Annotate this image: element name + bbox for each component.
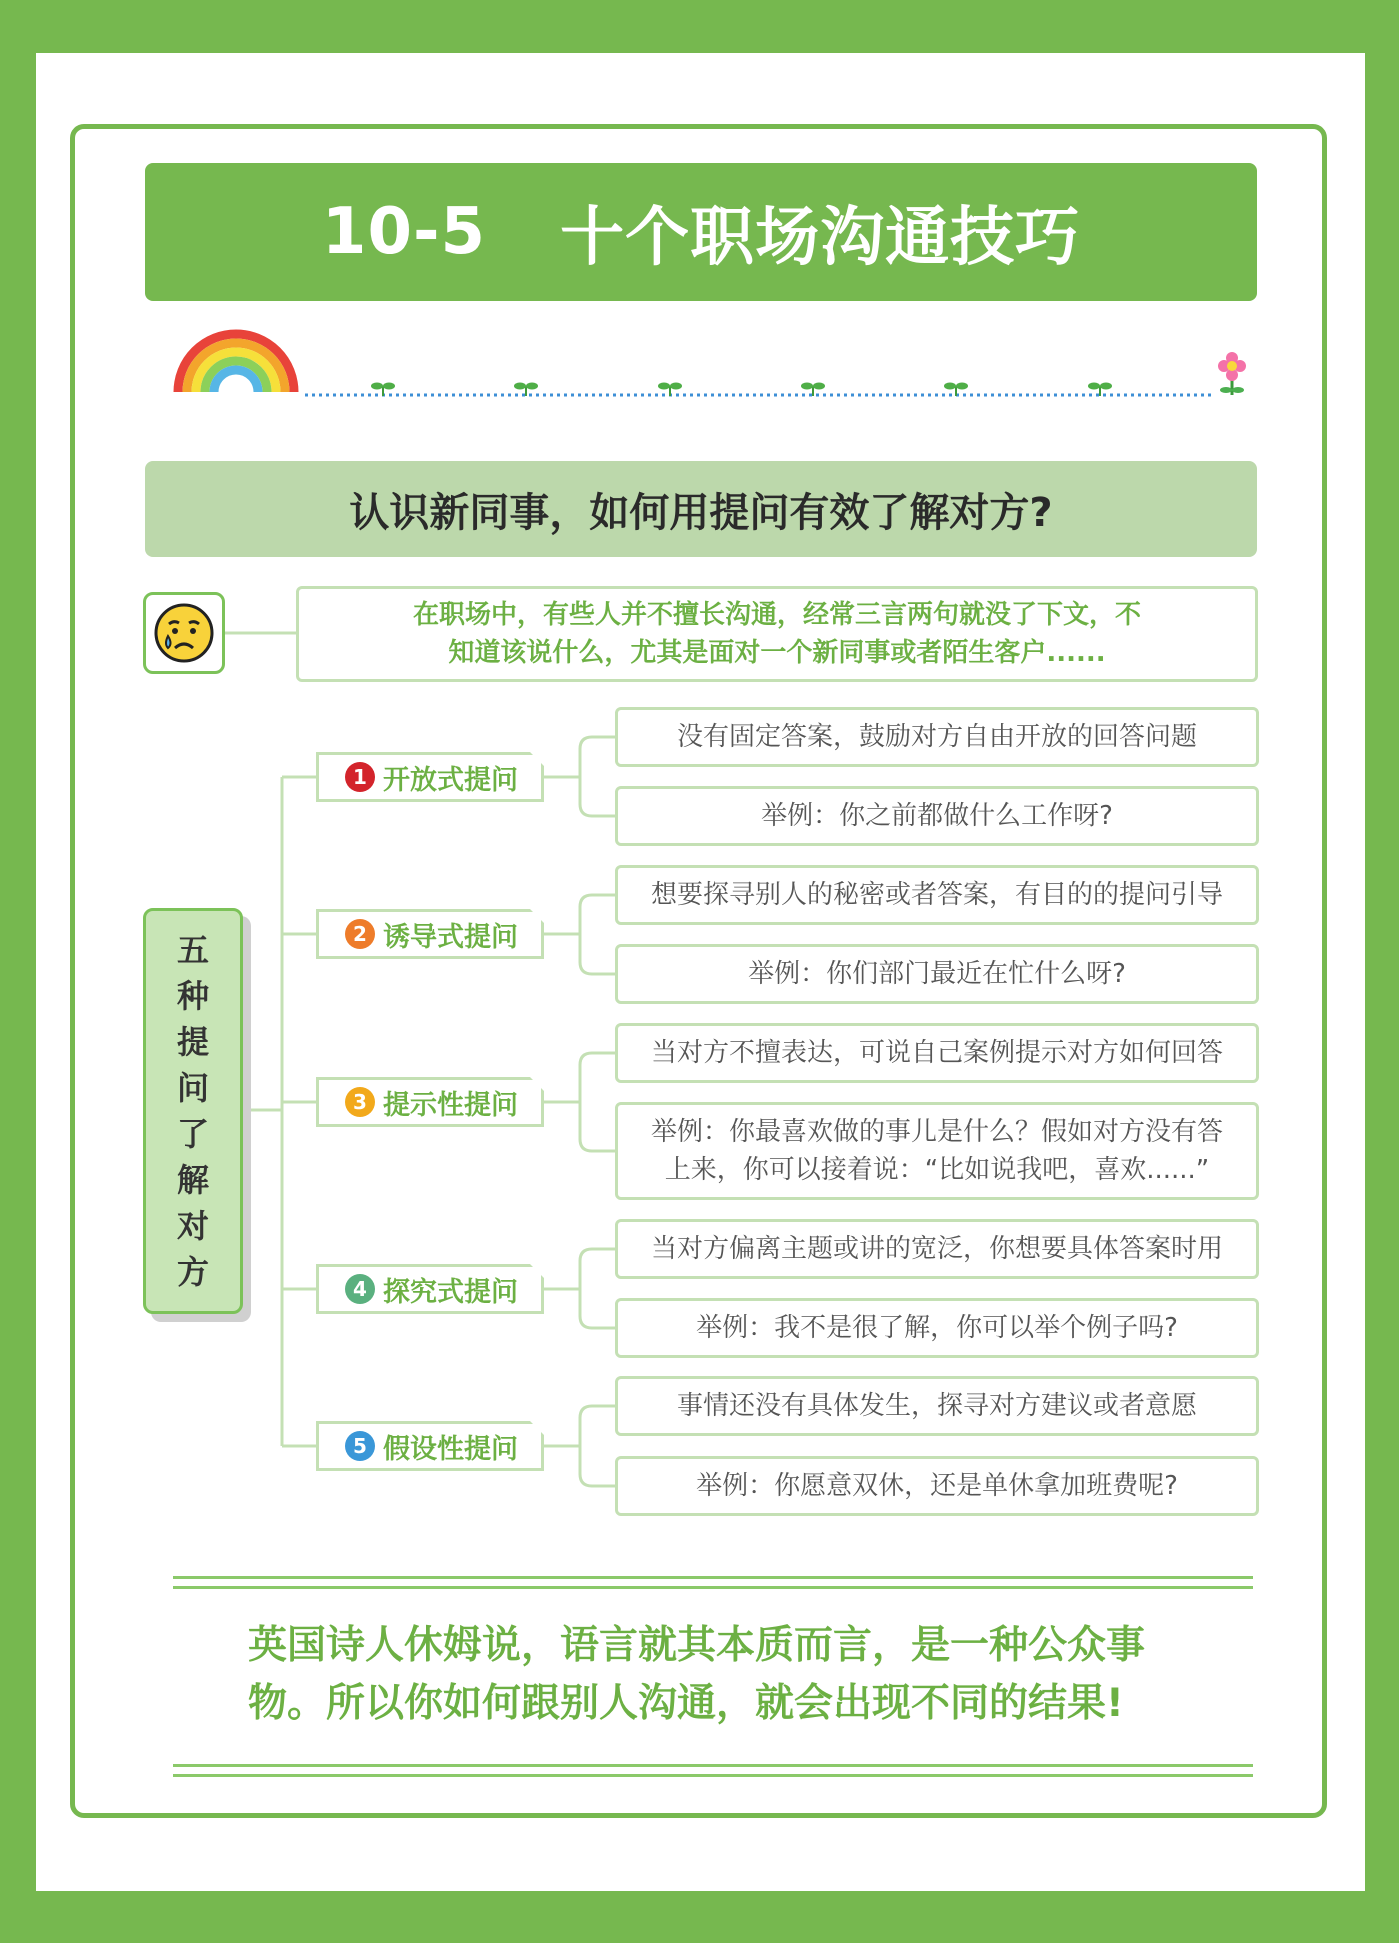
side-label-char: 问	[176, 1069, 209, 1107]
method-example	[615, 1298, 1259, 1358]
method-label-2	[316, 909, 544, 959]
face-box	[143, 592, 225, 674]
number-badge: 3	[345, 1087, 375, 1117]
title-text: 十个职场沟通技巧	[560, 201, 1081, 275]
method-label-1	[316, 752, 544, 802]
side-label-char: 解	[176, 1161, 209, 1199]
rainbow-icon	[178, 334, 294, 392]
method-label-3	[316, 1077, 544, 1127]
connector-line	[580, 737, 615, 816]
side-label-char: 种	[176, 977, 209, 1015]
number-badge: 2	[345, 919, 375, 949]
method-description	[615, 865, 1259, 925]
connector-line	[580, 1406, 615, 1486]
side-label-char: 方	[176, 1253, 209, 1291]
bottom-rule-1	[173, 1764, 1253, 1767]
method-example	[615, 1456, 1259, 1516]
method-label-4	[316, 1264, 544, 1314]
method-description-line: 事情还没有具体发生，探寻对方建议或者意愿	[676, 1391, 1197, 1421]
method-name: 诱导式提问	[383, 921, 518, 953]
intro-line-1: 在职场中，有些人并不擅长沟通，经常三言两句就没了下文，不	[412, 600, 1141, 630]
connector-line	[580, 1053, 615, 1151]
connector-line	[580, 895, 615, 974]
method-label-5	[316, 1421, 544, 1471]
top-rule-1	[173, 1576, 1253, 1579]
subtitle-text: 认识新同事，如何用提问有效了解对方?	[349, 489, 1053, 536]
crying-face-icon	[153, 602, 215, 664]
quote-line-2: 物。所以你如何跟别人沟通，就会出现不同的结果!	[248, 1681, 1124, 1726]
method-example-line: 举例：我不是很了解，你可以举个例子吗?	[696, 1313, 1178, 1343]
subtitle-bar	[145, 461, 1257, 557]
method-name: 假设性提问	[383, 1433, 518, 1465]
side-label-char: 了	[176, 1115, 209, 1153]
connector-line	[580, 1249, 615, 1328]
number-badge: 5	[345, 1431, 375, 1461]
method-description	[615, 1023, 1259, 1083]
intro-line-2: 知道该说什么，尤其是面对一个新同事或者陌生客户......	[448, 638, 1106, 668]
method-example	[615, 1102, 1259, 1200]
side-label-char: 五	[176, 931, 209, 969]
method-description	[615, 1219, 1259, 1279]
bottom-rule-2	[173, 1774, 1253, 1777]
method-description-line: 当对方偏离主题或讲的宽泛，你想要具体答案时用	[650, 1234, 1223, 1264]
method-name: 探究式提问	[383, 1276, 518, 1308]
method-name: 开放式提问	[383, 764, 518, 796]
method-example-line: 举例：你们部门最近在忙什么呀?	[748, 959, 1126, 989]
side-label-char: 对	[176, 1207, 209, 1245]
method-example-line: 举例：你最喜欢做的事儿是什么？假如对方没有答	[650, 1117, 1223, 1147]
method-description-line: 当对方不擅表达，可说自己案例提示对方如何回答	[650, 1038, 1223, 1068]
number-badge: 1	[345, 762, 375, 792]
method-description-line: 没有固定答案，鼓励对方自由开放的回答问题	[676, 722, 1197, 752]
method-example-line: 上来，你可以接着说：“比如说我吧，喜欢......”	[664, 1155, 1210, 1185]
flower-icon	[1218, 352, 1246, 395]
number-badge: 4	[345, 1274, 375, 1304]
method-example-line: 举例：你愿意双休，还是单休拿加班费呢?	[696, 1471, 1178, 1501]
quote-line-1: 英国诗人休姆说，语言就其本质而言，是一种公众事	[248, 1623, 1146, 1668]
quote-text	[248, 1617, 1208, 1733]
method-example	[615, 944, 1259, 1004]
method-description-line: 想要探寻别人的秘密或者答案，有目的的提问引导	[650, 880, 1223, 910]
method-description	[615, 707, 1259, 767]
method-description	[615, 1376, 1259, 1436]
intro-box	[296, 586, 1258, 682]
top-rule-2	[173, 1586, 1253, 1589]
method-example	[615, 786, 1259, 846]
title-number: 10-5	[321, 195, 487, 269]
side-label-char: 提	[176, 1023, 209, 1061]
method-example-line: 举例：你之前都做什么工作呀?	[761, 801, 1113, 831]
method-name: 提示性提问	[383, 1089, 518, 1121]
side-label	[143, 908, 243, 1314]
